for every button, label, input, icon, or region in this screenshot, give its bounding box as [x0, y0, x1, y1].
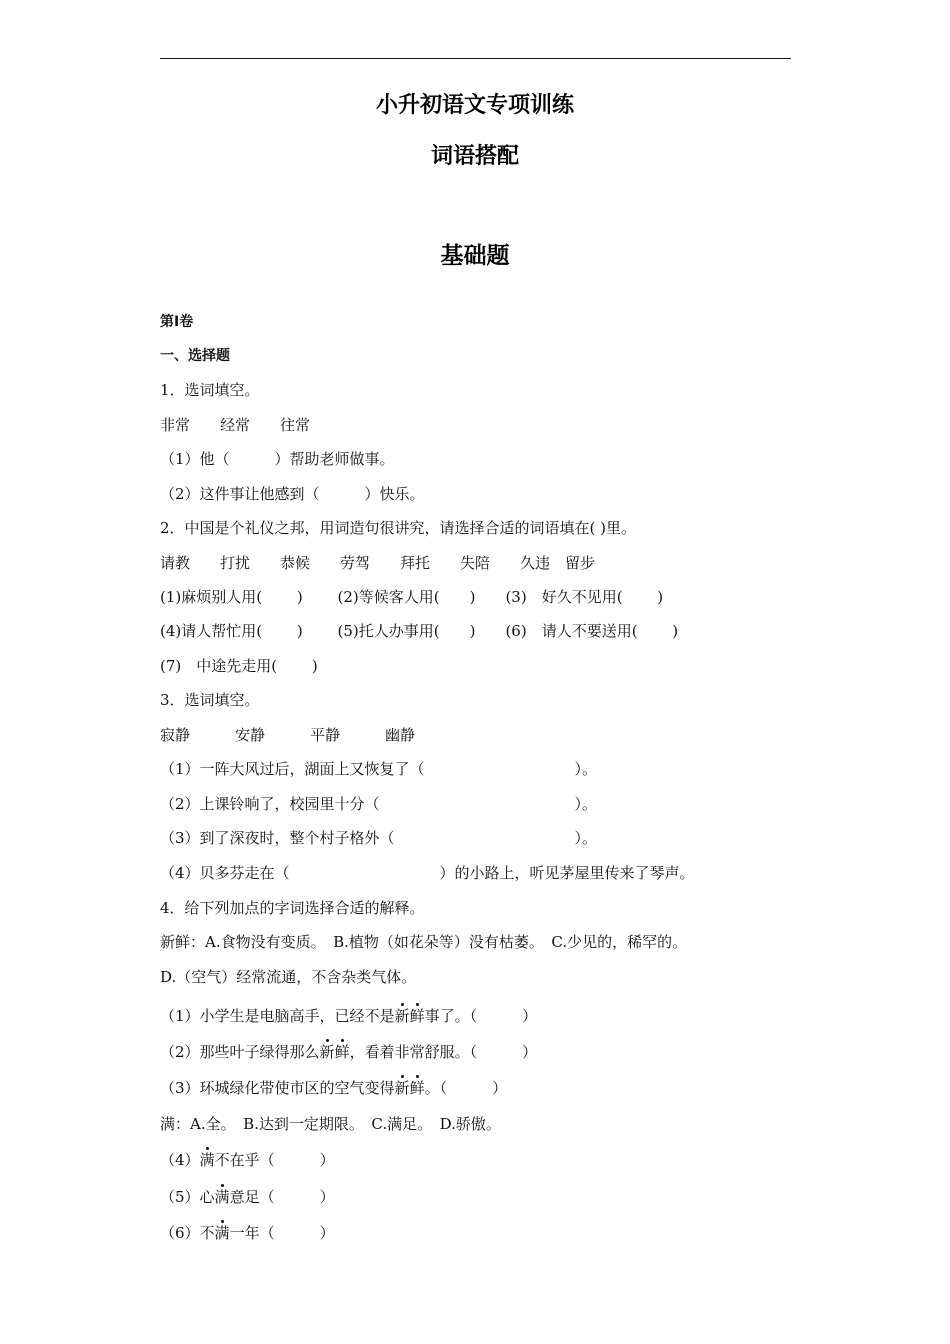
emphasis-dot-char: 新 — [394, 1079, 410, 1097]
emphasis-dot-char: 满 — [199, 1151, 215, 1169]
emphasis-dot-char: 满 — [214, 1188, 230, 1206]
q1-item: （2）这件事让他感到（ ）快乐。 — [160, 485, 425, 503]
emphasis-dot-char: 满 — [214, 1224, 230, 1242]
q4-definition: 新鲜：A.食物没有变质。 B.植物（如花朵等）没有枯萎。 C.少见的，稀罕的。 — [160, 933, 688, 951]
q1-item: （1）他（ ）帮助老师做事。 — [160, 450, 395, 468]
q4-definition: D.（空气）经常流通，不含杂类气体。 — [160, 968, 417, 986]
q4-stem: 4．给下列加点的字词选择合适的解释。 — [160, 899, 425, 917]
emphasis-dot-char: 鲜 — [409, 1079, 425, 1097]
q2-stem: 2．中国是个礼仪之邦，用词造句很讲究，请选择合适的词语填在( )里。 — [160, 519, 637, 537]
header-rule — [160, 58, 791, 59]
q4-item: （1）小学生是电脑高手，已经不是新鲜事了。（ ） — [160, 1007, 538, 1025]
q1-stem: 1．选词填空。 — [160, 381, 260, 399]
q3-item: （2）上课铃响了，校园里十分（ ）。 — [160, 795, 598, 813]
doc-title: 小升初语文专项训练 — [375, 93, 574, 118]
q3-options: 寂静 安静 平静 幽静 — [160, 726, 416, 744]
q4-item: （6）不满一年（ ） — [160, 1224, 335, 1242]
emphasis-dot-char: 新 — [394, 1007, 410, 1025]
q2-row: (7) 中途先走用( ) — [160, 657, 318, 675]
section-heading: 基础题 — [440, 243, 510, 269]
q4-item: （4）满不在乎（ ） — [160, 1151, 335, 1169]
q2-row: (4)请人帮忙用( ) (5)托人办事用( ) (6) 请人不要送用( ) — [160, 622, 679, 640]
emphasis-dot-char: 鲜 — [409, 1007, 425, 1025]
q1-options: 非常 经常 往常 — [160, 416, 311, 434]
q2-row: (1)麻烦别人用( ) (2)等候客人用( ) (3) 好久不见用( ) — [160, 588, 664, 606]
q4-item: （2）那些叶子绿得那么新鲜，看着非常舒服。（ ） — [160, 1043, 538, 1061]
q4-item: （5）心满意足（ ） — [160, 1188, 335, 1206]
volume-label: 第I卷 — [160, 314, 194, 330]
q3-item: （3）到了深夜时，整个村子格外（ ）。 — [160, 829, 598, 847]
q3-item: （4）贝多芬走在（ ）的小路上，听见茅屋里传来了琴声。 — [160, 864, 695, 882]
doc-subtitle: 词语搭配 — [430, 144, 519, 169]
emphasis-dot-char: 新 — [319, 1043, 335, 1061]
q4-definition: 满：A.全。 B.达到一定期限。 C.满足。 D.骄傲。 — [160, 1115, 501, 1133]
q2-options: 请教 打扰 恭候 劳驾 拜托 失陪 久违 留步 — [160, 554, 596, 572]
q3-stem: 3．选词填空。 — [160, 691, 260, 709]
part-label: 一、选择题 — [160, 348, 230, 364]
emphasis-dot-char: 鲜 — [334, 1043, 350, 1061]
q3-item: （1）一阵大风过后，湖面上又恢复了（ ）。 — [160, 760, 598, 778]
q4-item: （3）环城绿化带使市区的空气变得新鲜。（ ） — [160, 1079, 508, 1097]
